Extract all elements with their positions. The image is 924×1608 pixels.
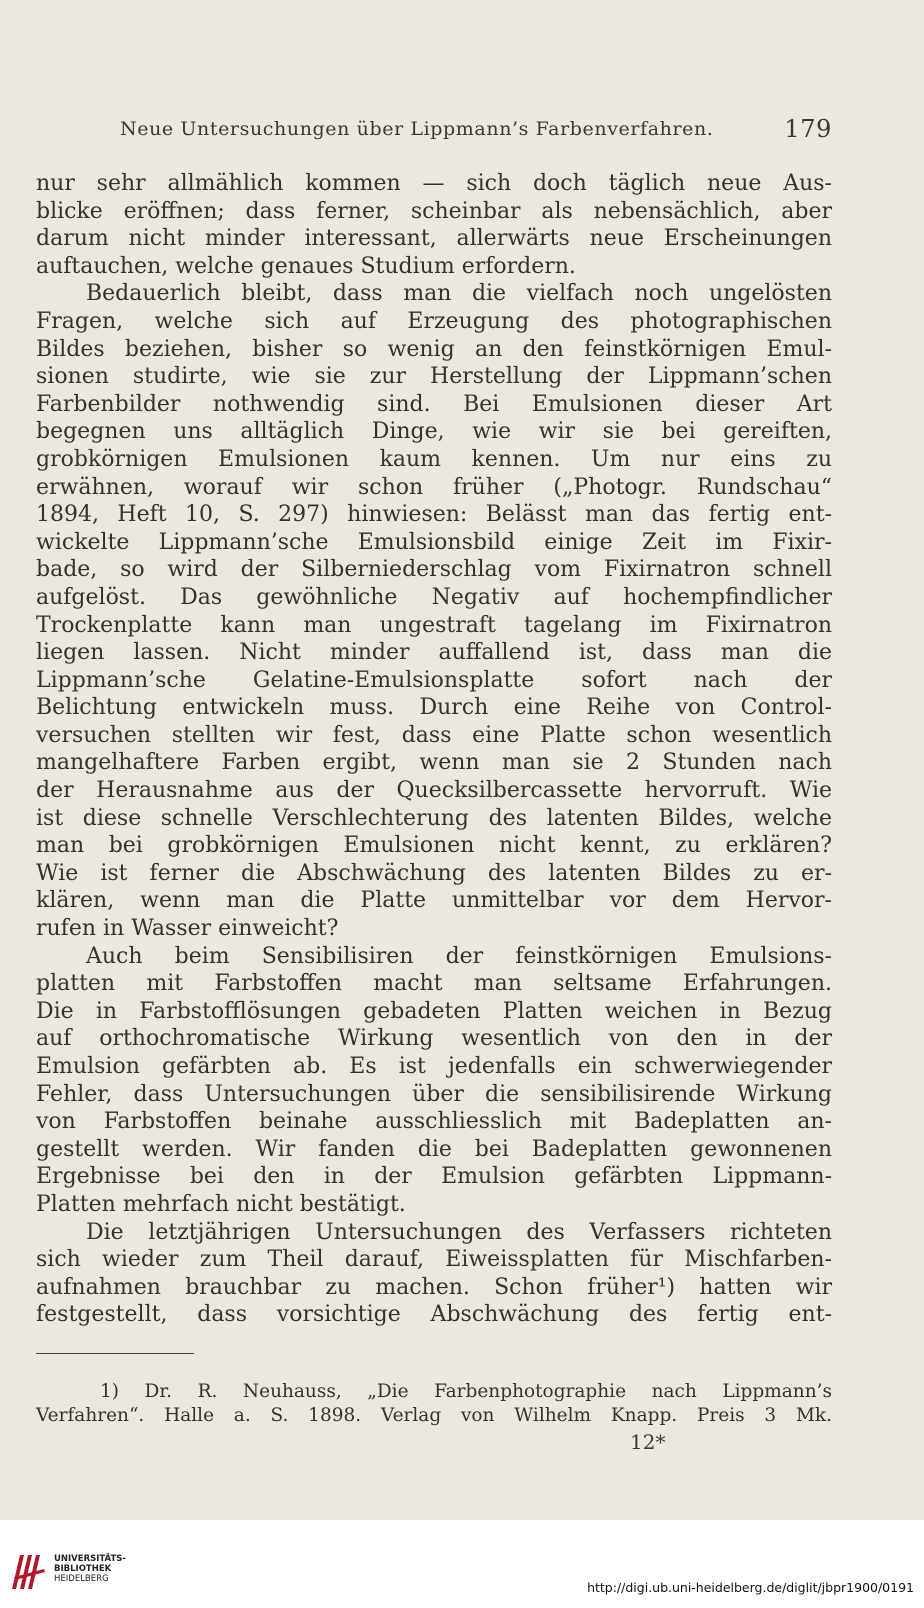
text-line: Fragen, welche sich auf Erzeugung des photographischen bbox=[36, 308, 832, 334]
text-line: bade, so wird der Silberniederschlag vom Fixirnatron schnell bbox=[36, 557, 832, 583]
text-line: liegen lassen. Nicht minder auffallend ist, dass man die bbox=[36, 640, 832, 666]
footnote bbox=[36, 1380, 832, 1428]
library-name bbox=[54, 1554, 126, 1584]
footnote-divider bbox=[36, 1353, 194, 1354]
text-line: Bedauerlich bleibt, dass man die vielfach noch ungelösten bbox=[86, 281, 832, 307]
text-line: Fehler, dass Untersuchungen über die sensibilisirende Wirkung bbox=[36, 1081, 832, 1107]
text-line: ist diese schnelle Verschlechterung des latenten Bildes, welche bbox=[36, 805, 832, 831]
text-line: gestellt werden. Wir fanden die bei Badeplatten gewonnenen bbox=[36, 1136, 832, 1162]
text-line: Platten mehrfach nicht bestätigt. bbox=[36, 1191, 406, 1217]
text-line: Die letztjährigen Untersuchungen des Verfassers richteten bbox=[86, 1219, 832, 1245]
running-title: Neue Untersuchungen über Lippmann’s Farbenverfahren. bbox=[120, 118, 714, 140]
text-line: Emulsion gefärbten ab. Es ist jedenfalls ein schwerwiegender bbox=[36, 1054, 832, 1079]
text-line: aufnahmen brauchbar zu machen. Schon früher¹) hatten wir bbox=[36, 1274, 832, 1300]
text-line: der Herausnahme aus der Quecksilbercassette hervorruft. Wie bbox=[36, 778, 832, 804]
library-name-line: UNIVERSITÄTS- bbox=[54, 1554, 126, 1564]
text-line: festgestellt, dass vorsichtige Abschwächung des fertig ent- bbox=[36, 1302, 832, 1328]
text-line: aufgelöst. Das gewöhnliche Negativ auf hochempfindlicher bbox=[36, 584, 832, 610]
signature-mark: 12* bbox=[630, 1430, 666, 1454]
text-line: Auch beim Sensibilisiren der feinstkörnigen Emulsions- bbox=[86, 943, 832, 969]
text-line: begegnen uns alltäglich Dinge, wie wir sie bei gereiften, bbox=[36, 419, 832, 445]
body-text bbox=[36, 170, 832, 1329]
footnote-line: Verfahren“. Halle a. S. 1898. Verlag von Wilhelm Knapp. Preis 3 Mk. bbox=[36, 1405, 832, 1426]
text-line: versuchen stellten wir fest, dass eine Platte schon wesentlich bbox=[36, 722, 832, 748]
text-line: Belichtung entwickeln muss. Durch eine Reihe von Control- bbox=[36, 695, 832, 721]
text-line: wickelte Lippmann’sche Emulsionsbild einige Zeit im Fixir- bbox=[36, 529, 832, 555]
text-line: platten mit Farbstoffen macht man seltsame Erfahrungen. bbox=[36, 971, 832, 997]
text-line: Ergebnisse bei den in der Emulsion gefärbten Lippmann- bbox=[36, 1164, 832, 1190]
text-line: nur sehr allmählich kommen — sich doch täglich neue Aus- bbox=[36, 171, 832, 196]
text-line: grobkörnigen Emulsionen kaum kennen. Um nur eins zu bbox=[36, 446, 832, 472]
text-line: erwähnen, worauf wir schon früher („Photogr. Rundschau“ bbox=[36, 474, 832, 500]
source-url-link[interactable]: http://digi.ub.uni-heidelberg.de/diglit/jbpr1900/0191 bbox=[587, 1580, 914, 1595]
text-line: Lippmann’sche Gelatine-Emulsionsplatte sofort nach der bbox=[36, 667, 832, 693]
text-line: auf orthochromatische Wirkung wesentlich von den in der bbox=[36, 1026, 832, 1052]
text-line: man bei grobkörnigen Emulsionen nicht kennt, zu erklären? bbox=[36, 833, 832, 859]
text-line: Bildes beziehen, bisher so wenig an den feinstkörnigen Emul- bbox=[36, 336, 832, 362]
text-line: sich wieder zum Theil darauf, Eiweissplatten für Mischfarben- bbox=[36, 1247, 832, 1273]
text-line: 1894, Heft 10, S. 297) hinwiesen: Belässt man das fertig ent- bbox=[36, 502, 832, 528]
library-logo-icon bbox=[10, 1551, 50, 1591]
text-line: Trockenplatte kann man ungestraft tagelang im Fixirnatron bbox=[36, 612, 832, 638]
text-line: von Farbstoffen beinahe ausschliesslich mit Badeplatten an- bbox=[36, 1109, 832, 1135]
text-line: blicke eröffnen; dass ferner, scheinbar als nebensächlich, aber bbox=[36, 198, 832, 224]
text-line: rufen in Wasser einweicht? bbox=[36, 916, 339, 942]
text-line: Wie ist ferner die Abschwächung des latenten Bildes zu er- bbox=[36, 860, 832, 886]
page-number: 179 bbox=[784, 115, 832, 143]
text-line: Farbenbilder nothwendig sind. Bei Emulsionen dieser Art bbox=[36, 391, 832, 417]
text-line: Die in Farbstofflösungen gebadeten Platten weichen in Bezug bbox=[36, 998, 832, 1024]
text-line: klären, wenn man die Platte unmittelbar vor dem Hervor- bbox=[36, 888, 832, 914]
text-line: sionen studirte, wie sie zur Herstellung der Lippmann’schen bbox=[36, 364, 832, 390]
text-line: darum nicht minder interessant, allerwärts neue Erscheinungen bbox=[36, 226, 832, 252]
text-line: auftauchen, welche genaues Studium erfordern. bbox=[36, 253, 576, 279]
text-line: mangelhaftere Farben ergibt, wenn man sie 2 Stunden nach bbox=[36, 750, 832, 776]
footnote-line: 1) Dr. R. Neuhauss, „Die Farbenphotographie nach Lippmann’s bbox=[100, 1381, 832, 1402]
library-name-line: BIBLIOTHEK bbox=[54, 1564, 112, 1574]
library-name-line: HEIDELBERG bbox=[54, 1574, 109, 1584]
